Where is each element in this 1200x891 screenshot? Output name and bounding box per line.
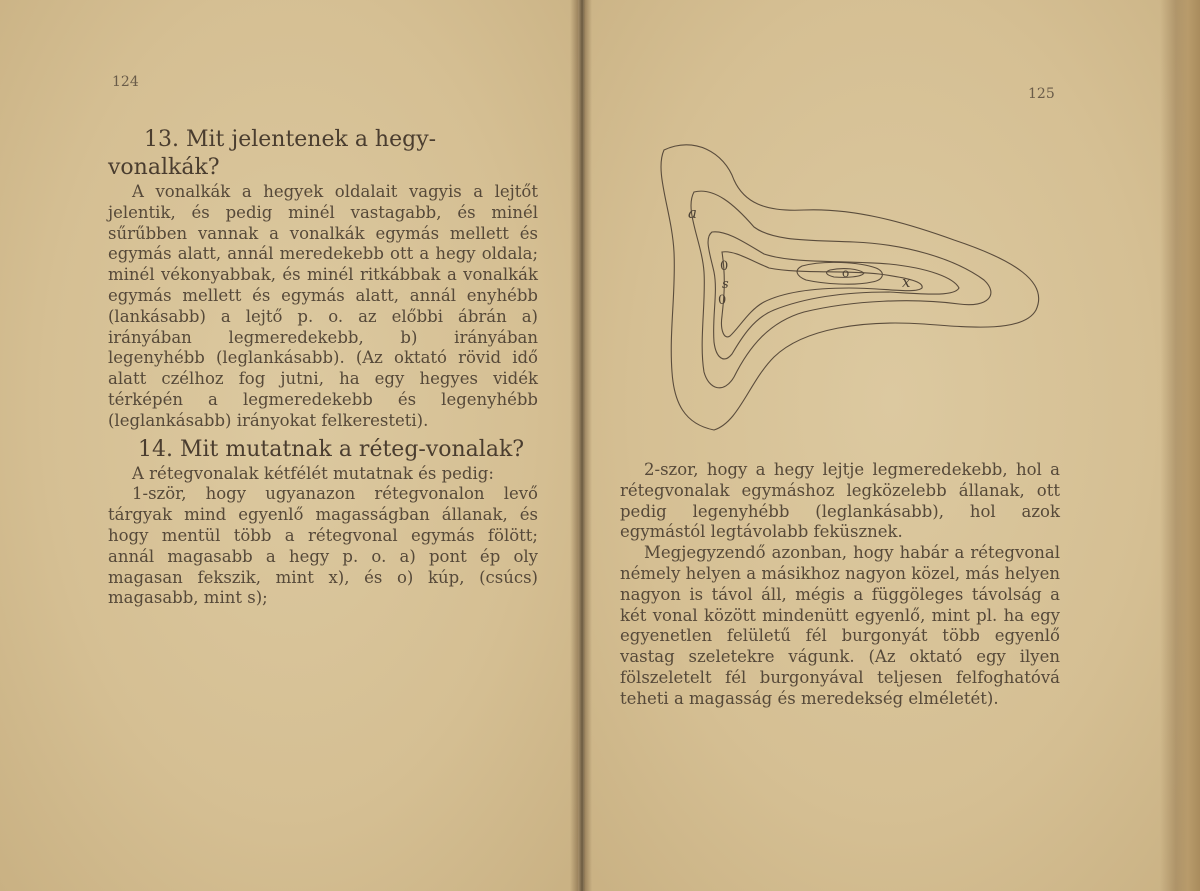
paragraph-second: 2-szor, hogy a hegy lejtje legmeredekebb, hol a rétegvonalak egymáshoz legközelebb állanak, ott pedig legenyhébb (leglankásabb), hol azok egymástól legtávolabb feküsznek. [620, 460, 1060, 542]
figure-label-o-small: 0 [720, 259, 729, 274]
figure-label-o-left: 0 [718, 293, 727, 308]
figure-label-x: x [902, 273, 911, 291]
contour-map-figure [654, 132, 1054, 442]
heading-14: 14. Mit mutatnak a réteg-vonalak? [138, 436, 525, 462]
book-gutter [570, 0, 592, 891]
left-page-text [108, 126, 538, 609]
paragraph-13: A vonalkák a hegyek oldalait vagyis a lejtőt jelentik, és pedig minél vastagabb, és minél sűrűbben vannak a vonalkák egymás mellett és egymás alatt, annál meredekebb ott a hegy oldala; minél vékonyabbak, és minél ritkábbak a vonalkák egymás mellett és egymás alatt, annál enyhébb (lankásabb) a lejtő p. o. az előbbi ábrán a) irányában legmeredekebb, b) irányában legenyhébb (leglankásabb). (Az oktató rövid idő alatt czélhoz fog jutni, ha egy hegyes vidék térképén a legmeredekebb és legenyhébb (leglankásabb) irányokat felkeresteti). [108, 182, 538, 430]
paragraph-14-intro: A rétegvonalak kétfélét mutatnak és pedig: [132, 463, 494, 483]
figure-label-a: a [688, 204, 697, 222]
paragraph-14-first: 1-ször, hogy ugyanazon rétegvonalon levő tárgyak mind egyenlő magasságban állanak, és hogy mentül több a rétegvonal egymás fölött; annál magasabb a hegy p. o. a) pont ép oly magasan fekszik, mint x), és o) kúp, (csúcs) magasabb, mint s); [108, 484, 538, 608]
page-edge-shadow [1160, 0, 1200, 891]
heading-13: 13. Mit jelentenek a hegy-vonalkák? [108, 127, 437, 180]
figure-label-s: s [722, 277, 729, 292]
contour-line-2 [691, 191, 991, 388]
right-page [584, 0, 1200, 891]
left-page [0, 0, 578, 891]
right-page-text [620, 460, 1060, 710]
contour-line-3 [708, 232, 959, 359]
page-number-right: 125 [1028, 86, 1055, 102]
paragraph-note: Megjegyzendő azonban, hogy habár a rétegvonal némely helyen a másikhoz nagyon közel, más helyen nagyon is távol áll, mégis a függöleges távolság a két vonal között mindenütt egyenlő, mint pl. ha egy egyenetlen felületű fél burgonyát több egyenlő vastag szeletekre vágunk. (Az oktató egy ilyen fölszeletelt fél burgonyával teljesen felfoghatóvá teheti a magasság és meredekség elméletét). [620, 543, 1060, 708]
page-number-left: 124 [112, 74, 139, 90]
figure-label-o-center: o [842, 266, 850, 280]
